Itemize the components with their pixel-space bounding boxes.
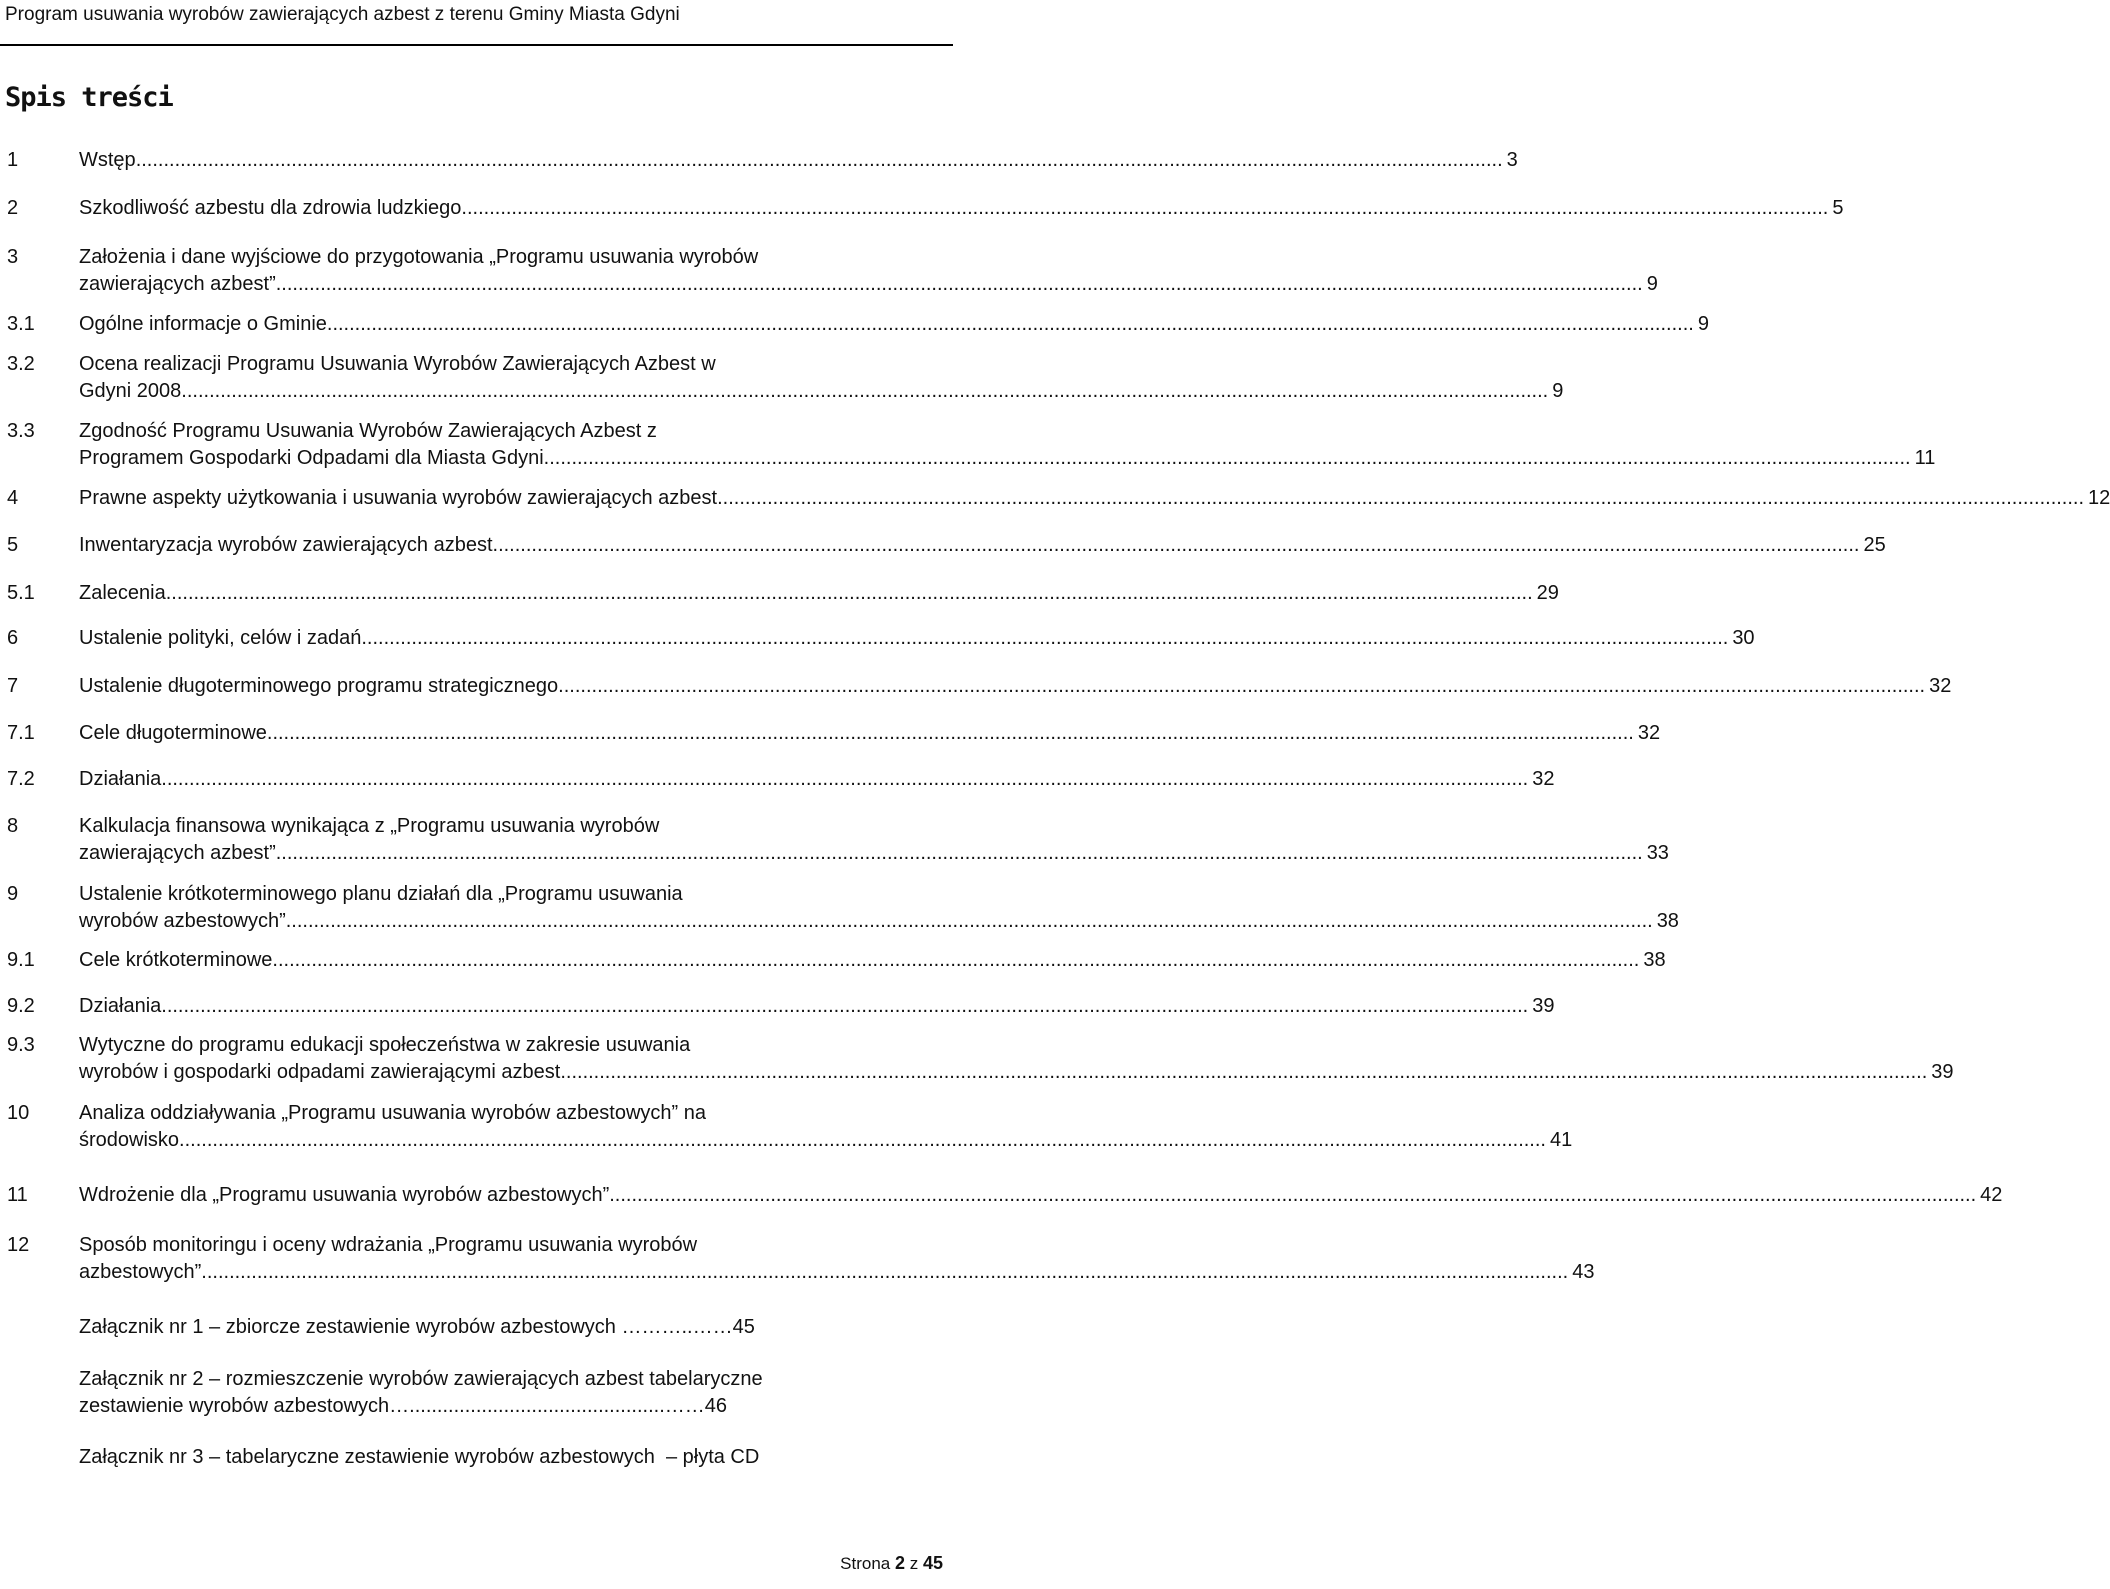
- toc-dot-leader: [276, 840, 1643, 867]
- toc-entry-text: [79, 532, 1886, 559]
- page-title: Spis treści: [5, 82, 173, 113]
- toc-entry-title: Programem Gospodarki Odpadami dla Miasta Gdyni: [79, 447, 544, 469]
- toc-entry-title: wyrobów azbestowych”: [79, 910, 286, 932]
- toc-dot-leader: [560, 1059, 1927, 1086]
- toc-entry-text: [79, 766, 1555, 793]
- toc-dot-leader: [166, 580, 1533, 607]
- toc-entry-number: 9.3: [7, 1034, 35, 1056]
- toc-dot-leader: [609, 1182, 1976, 1209]
- annex-line: Załącznik nr 3 – tabelaryczne zestawienie wyrobów azbestowych – płyta CD: [79, 1446, 760, 1468]
- toc-page-number: 38: [1656, 910, 1679, 932]
- toc-entry-title: zawierających azbest”: [79, 842, 276, 864]
- toc-entry-line: [79, 378, 1564, 405]
- toc-entry-line: [79, 947, 1666, 974]
- toc-entry-text: [79, 1232, 1595, 1286]
- toc-entry-line: [79, 195, 1844, 222]
- toc-entry-line: [79, 993, 1555, 1020]
- toc-entry-number: 10: [7, 1102, 30, 1124]
- toc-entry-line: [79, 445, 1936, 472]
- annex-line: Załącznik nr 1 – zbiorcze zestawienie wyrobów azbestowych ………..……45: [79, 1316, 755, 1338]
- toc-entry-number: 11: [7, 1184, 28, 1206]
- footer-total-pages: 45: [922, 1553, 943, 1573]
- toc-entry-title: Sposób monitoringu i oceny wdrażania „Programu usuwania wyrobów: [79, 1234, 698, 1256]
- toc-page-number: 9: [1646, 273, 1658, 295]
- toc-page-number: 9: [1552, 380, 1564, 402]
- annex-entry[interactable]: [79, 1444, 919, 1471]
- toc-entry-line: [79, 311, 1709, 338]
- toc-page-number: 43: [1572, 1261, 1595, 1283]
- toc-page-number: 41: [1549, 1129, 1573, 1151]
- toc-entry-text: [79, 625, 1755, 652]
- toc-entry-line: [79, 625, 1755, 652]
- toc-entry-line: [79, 271, 1658, 298]
- toc-page-number: 32: [1929, 675, 1952, 697]
- toc-entry-text: [79, 351, 1564, 405]
- toc-entry-number: 3.1: [7, 313, 35, 335]
- toc-entry-number: 9.2: [7, 995, 35, 1017]
- toc-dot-leader: [267, 720, 1634, 747]
- toc-entry-text: [79, 418, 1936, 472]
- toc-entry-title: Ustalenie krótkoterminowego planu działań dla „Programu usuwania: [79, 883, 683, 905]
- toc-entry-line: [79, 840, 1669, 867]
- toc-entry-title: Ogólne informacje o Gminie: [79, 313, 327, 335]
- toc-entry-line: [79, 532, 1886, 559]
- toc-entry-text: [79, 147, 1518, 174]
- toc-page-number: 32: [1637, 722, 1661, 744]
- toc-entry-number: 2: [7, 197, 19, 219]
- toc-page-number: 29: [1536, 582, 1559, 604]
- toc-page-number: 39: [1931, 1061, 1954, 1083]
- toc-entry-number: 1: [7, 149, 19, 171]
- toc-dot-leader: [493, 532, 1860, 559]
- toc-entry-line: [79, 766, 1555, 793]
- toc-entry-line: [79, 580, 1559, 607]
- toc-entry-title: Szkodliwość azbestu dla zdrowia ludzkiego: [79, 197, 462, 219]
- toc-entry-text: [79, 1182, 2003, 1209]
- toc-entry-line: [79, 1127, 1573, 1154]
- toc-dot-leader: [276, 271, 1643, 298]
- toc-dot-leader: [361, 625, 1728, 652]
- toc-entry-title: Cele długoterminowe: [79, 722, 267, 744]
- toc-page-number: 32: [1532, 768, 1555, 790]
- toc-entry-title: zawierających azbest”: [79, 273, 276, 295]
- toc-entry-number: 7.1: [7, 722, 35, 744]
- toc-dot-leader: [136, 147, 1503, 174]
- toc-page-number: 3: [1506, 149, 1518, 171]
- toc-entry-text: [79, 993, 1555, 1020]
- toc-entry-line: [79, 1232, 923, 1259]
- toc-entry-number: 9: [7, 883, 19, 905]
- toc-dot-leader: [272, 947, 1639, 974]
- toc-entry-title: Działania: [79, 995, 162, 1017]
- toc-entry-number: 3: [7, 246, 19, 268]
- footer-separator: z: [909, 1554, 919, 1573]
- toc-dot-leader: [717, 485, 2084, 512]
- toc-entry-title: Wytyczne do programu edukacji społeczeństwa w zakresie usuwania: [79, 1034, 691, 1056]
- toc-dot-leader: [201, 1259, 1568, 1286]
- toc-page-number: 12: [2088, 487, 2110, 509]
- toc-entry-title: środowisko: [79, 1129, 180, 1151]
- page-header: [0, 0, 953, 46]
- toc-entry-line: [79, 1059, 1954, 1086]
- toc-page-number: 11: [1914, 447, 1936, 469]
- toc-entry-title: wyrobów i gospodarki odpadami zawierającymi azbest: [79, 1061, 561, 1083]
- toc-page-number: 25: [1863, 534, 1886, 556]
- toc-entry-text: [79, 244, 1658, 298]
- toc-entry-number: 6: [7, 627, 19, 649]
- footer-current-page: 2: [894, 1553, 905, 1573]
- toc-entry-text: [79, 720, 1661, 747]
- toc-entry-title: Wdrożenie dla „Programu usuwania wyrobów azbestowych”: [79, 1184, 610, 1206]
- toc-entry-number: 5.1: [7, 582, 35, 604]
- toc-dot-leader: [161, 766, 1528, 793]
- toc-entry-line: [79, 1259, 1595, 1286]
- toc-dot-leader: [161, 993, 1528, 1020]
- toc-entry-title: Inwentaryzacja wyrobów zawierających azbest: [79, 534, 493, 556]
- toc-entry-text: [79, 311, 1709, 338]
- toc-page-number: 38: [1643, 949, 1666, 971]
- toc-entry-title: Wstęp: [79, 149, 136, 171]
- toc-dot-leader: [558, 673, 1925, 700]
- toc-dot-leader: [181, 378, 1548, 405]
- toc-entry-title: Założenia i dane wyjściowe do przygotowania „Programu usuwania wyrobów: [79, 246, 759, 268]
- toc-entry-text: [79, 881, 1679, 935]
- toc-page-number: 9: [1697, 313, 1709, 335]
- toc-entry-title: Ustalenie polityki, celów i zadań: [79, 627, 362, 649]
- toc-entry-text: [79, 813, 1669, 867]
- toc-entry-line: [79, 244, 923, 271]
- toc-entry-text: [79, 947, 1666, 974]
- page-number-footer: [840, 1553, 943, 1574]
- toc-entry-number: 4: [7, 487, 19, 509]
- toc-entry-title: Prawne aspekty użytkowania i usuwania wyrobów zawierających azbest: [79, 487, 718, 509]
- toc-entry-line: [79, 147, 1518, 174]
- toc-dot-leader: [179, 1127, 1546, 1154]
- toc-entry-title: Zgodność Programu Usuwania Wyrobów Zawierających Azbest z: [79, 420, 657, 442]
- toc-entry-text: [79, 485, 2110, 512]
- toc-entry-line: [79, 418, 923, 445]
- toc-entry-text: [79, 673, 1952, 700]
- footer-prefix: Strona: [840, 1554, 891, 1573]
- annex-line: zestawienie wyrobów azbestowych…..............................................……46: [79, 1395, 727, 1417]
- toc-page-number: 5: [1832, 197, 1844, 219]
- toc-entry-number: 9.1: [7, 949, 35, 971]
- toc-entry-line: [79, 673, 1952, 700]
- toc-entry-title: Analiza oddziaływania „Programu usuwania wyrobów azbestowych” na: [79, 1102, 706, 1124]
- toc-entry-title: azbestowych”: [79, 1261, 202, 1283]
- toc-entry-number: 5: [7, 534, 19, 556]
- toc-page-number: 30: [1732, 627, 1755, 649]
- header-title: Program usuwania wyrobów zawierających azbest z terenu Gminy Miasta Gdyni: [5, 4, 680, 25]
- toc-entry-line: [79, 720, 1661, 747]
- toc-entry-line: [79, 881, 923, 908]
- toc-entry-text: [79, 1032, 1954, 1086]
- toc-entry-line: [79, 1100, 923, 1127]
- toc-dot-leader: [286, 908, 1653, 935]
- toc-entry-line: [79, 351, 923, 378]
- toc-entry-line: [79, 813, 923, 840]
- toc-entry-line: [79, 908, 1679, 935]
- toc-entry-title: Cele krótkoterminowe: [79, 949, 273, 971]
- toc-entry-title: Gdyni 2008: [79, 380, 182, 402]
- toc-entry-title: Ustalenie długoterminowego programu strategicznego: [79, 675, 559, 697]
- toc-entry-line: [79, 1032, 923, 1059]
- toc-entry-number: 3.2: [7, 353, 35, 375]
- toc-dot-leader: [327, 311, 1694, 338]
- annex-entry[interactable]: [79, 1366, 919, 1420]
- toc-entry-number: 8: [7, 815, 19, 837]
- toc-page-number: 33: [1646, 842, 1669, 864]
- toc-entry-text: [79, 1100, 1573, 1154]
- toc-entry-line: [79, 485, 2110, 512]
- toc-entry-title: Ocena realizacji Programu Usuwania Wyrobów Zawierających Azbest w: [79, 353, 716, 375]
- annex-entry[interactable]: [79, 1314, 919, 1341]
- toc-entry-title: Zalecenia: [79, 582, 166, 604]
- toc-entry-number: 12: [7, 1234, 30, 1256]
- toc-page-number: 39: [1532, 995, 1555, 1017]
- toc-entry-text: [79, 580, 1559, 607]
- toc-entry-number: 3.3: [7, 420, 35, 442]
- annex-line: Załącznik nr 2 – rozmieszczenie wyrobów zawierających azbest tabelaryczne: [79, 1368, 763, 1390]
- toc-entry-number: 7: [7, 675, 19, 697]
- toc-entry-title: Działania: [79, 768, 162, 790]
- toc-dot-leader: [544, 445, 1911, 472]
- toc-page-number: 42: [1980, 1184, 2003, 1206]
- toc-entry-number: 7.2: [7, 768, 35, 790]
- toc-entry-text: [79, 195, 1844, 222]
- toc-dot-leader: [461, 195, 1828, 222]
- toc-entry-line: [79, 1182, 2003, 1209]
- toc-entry-title: Kalkulacja finansowa wynikająca z „Programu usuwania wyrobów: [79, 815, 660, 837]
